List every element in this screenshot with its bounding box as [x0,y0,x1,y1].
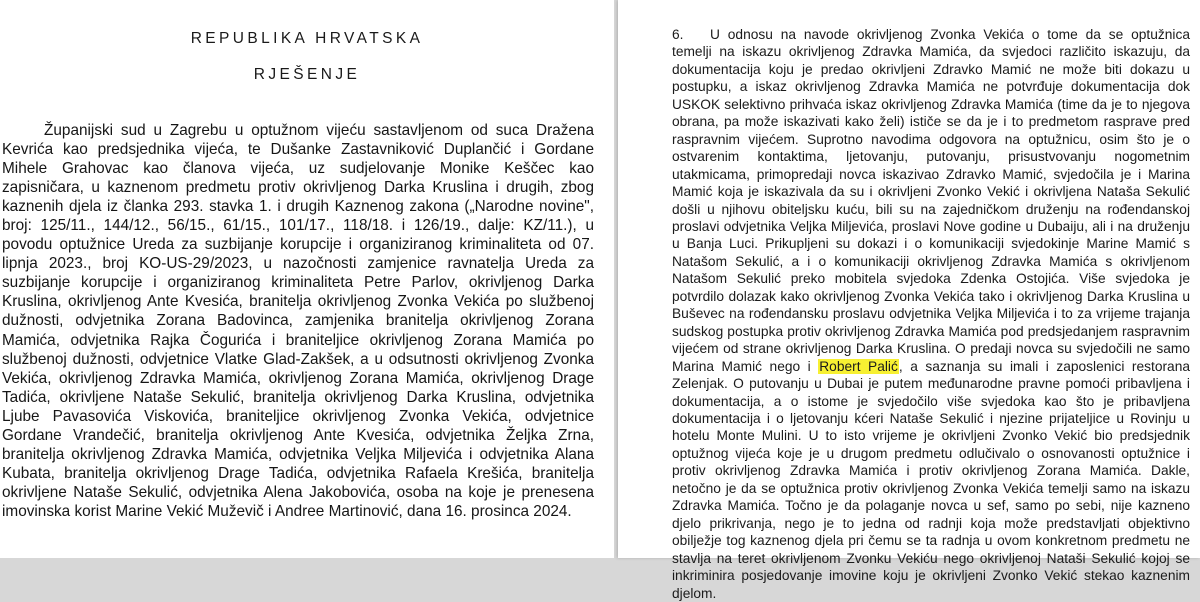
text-line: Ljube Pavasovića Viskovića, braniteljice okrivljenog Zvonka Vekića, odvjetnice [2,407,594,425]
text-line: dokumentacija koju je predao okrivljeni Zdravko Mamić ne može biti dokazu u [672,61,1190,77]
text-line: okrivljene Nataše Sekulić, odvjetnika Alena Jakobovića, osoba na koje je prenesena [2,483,594,501]
text-line: optužnog vijeća koje je u drugom predmetu odlučivalo o osnovanosti optužnice i [672,445,1190,461]
text-line: vijećem od strane okrivljenog Darka Kruslina. O predaji novca su svjedočili ne samo [672,341,1190,357]
text-line: netočno je da se optužnica protiv okrivljenog Zvonka Vekića temelji samo na iskazu [672,480,1190,496]
text-line: obrana, pa može iskazivati kako želi) ističe se da je i to predmetom rasprave pred [672,114,1190,130]
document-page-left [0,0,614,558]
text-line: temelji na iskazu okrivljenog Zdravka Mamića, da svjedoci različito iskazuju, da [672,44,1190,60]
text-line: Vekića, okrivljenog Zdravka Mamića, okrivljenog Zorana Mamića, okrivljenog Drage [2,369,594,387]
text-line: Mihele Grahovac kao članova vijeća, uz sudjelovanje Monike Keščec kao [2,160,594,178]
document-title: REPUBLIKA HRVATSKA [190,30,424,47]
text-line: Mamić koja je iskazivala da su i okrivljeni Zvonko Vekić i okrivljena Nataša Sekulić [672,184,1190,200]
text-line: postupku, a iskaz okrivljenog Zdravka Mamića ne potvrđuje dokumentacija dok [672,79,1190,95]
text-line: Buševec na rođendansku proslavu odvjetnika Veljka Miljevića i to za vrijeme trajanja [672,306,1190,322]
text-line: sudskog postupka protiv okrivljenog Zdravka Mamića pod predsjedanjem raspravnim [672,323,1190,339]
text-line: hotelu Monte Mulini. U to isto vrijeme je okrivljeni Zvonko Vekić bio predsjednik [672,428,1190,444]
text-line: utakmicama, primopredaji novca iskazivao Zdravko Mamić, svjedočila je i Marina [672,166,1190,182]
text-line: dužnosti, odvjetnika Zorana Badovinca, zamjenika branitelja okrivljenog Zorana [2,312,594,330]
text-line: Kubata, branitelja okrivljenog Drage Tadića, odvjetnika Rafaela Krešića, branitelja [2,464,594,482]
document-page-right [618,0,1200,601]
text-line: USKOK selektivno prihvaća iskaz okrivljenog Zdravka Mamića (time da je to njegova [672,96,1190,112]
text-line: Županijski sud u Zagrebu u optužnom vijeću sastavljenom od suca Dražena [44,122,594,139]
text-line: broj: 125/11., 144/12., 56/15., 61/15., 101/17., 118/18. i 126/19., dalje: KZ/11.), u [2,217,594,235]
text-line: Mamića, odvjetnika Rajka Čogurića i braniteljice okrivljenog Zorana Mamića po [2,331,594,349]
text-line: Tadića, okrivljene Nataše Sekulić, branitelja okrivljenog Darka Kruslina, odvjetnika [2,388,594,406]
text-line: branitelja okrivljenog Zdravka Mamića, odvjetnika Veljka Miljevića i odvjetnika Alana [2,445,594,463]
text-line: Natašom Sekulić, a i o komunikaciji okrivljenog Zdravka Mamića s okrivljenom [672,253,1190,269]
text-line: djelom. [672,585,717,601]
text-line: raspravnim vijećem. Suprotno navodima odgovora na optužnicu, osim što je o [672,131,1190,147]
ruling-paragraph [2,121,594,521]
text-line: proslavi odvjetnika Veljka Miljevića, proslavi Nove godine u Dubaiju, ali i na druženju [672,218,1190,234]
text-line: kaznenih djela iz članka 293. stavka 1. i drugih Kaznenog zakona („Narodne novine", [2,198,594,216]
text-line: zapisničara, u kaznenom predmetu protiv okrivljenog Darka Kruslina i drugih, zbog [2,179,594,197]
paragraph-number: 6. [672,27,684,42]
text-line: Zdravka Mamića. Točno je da polaganje novca u sef, samo po sebi, nije kazneno [672,498,1190,514]
text-line: obilježje tog kaznenog djela pri čemu se ta radnja u ovom konkretnom predmetu ne [672,533,1190,549]
text-line: povodu optužnice Ureda za suzbijanje korupcije i organiziranog kriminaliteta od 07. [2,236,594,254]
text-line: lipnja 2023., broj KO-US-29/2023, u nazočnosti zamjenice ravnatelja Ureda za [2,255,594,273]
text-line: imovinska korist Marine Vekić Muževič i Andree Martinović, dana 16. prosinca 2024. [2,502,572,520]
text-line: ostvarenim kontaktima, ljetovanju, putovanju, prisustvovanju nogometnim [672,149,1190,165]
document-subtitle: RJEŠENJE [253,66,361,83]
text-line: Zelenjak. O putovanju u Dubai je putem međunarodne pravne pomoći pribavljena i [672,376,1190,392]
text-line: Kruslina, okrivljenog Ante Kvesića, branitelja okrivljenog Zvonka Vekića po službenoj [2,293,594,311]
text-line: stavlja na teret okrivljenom Zvonku Vekiću nego okrivljenoj Nataši Sekulić kojoj se [672,550,1190,566]
text-line: potvrdilo dolazak kako okrivljenog Zvonka Vekića tako i okrivljenog Darka Kruslina u [672,288,1190,304]
text-line: inkriminira posjedovanje imovine koju je okrivljeni Zvonko Vekić stekao kaznenim [672,568,1190,584]
text-line: suzbijanje korupcije i organiziranog kriminaliteta Petre Parlov, okrivljenog Darka [2,274,594,292]
text-line: Gordane Vrandečić, branitelja okrivljenog Ante Kvesića, odvjetnika Željka Zrna, [2,426,594,444]
text-line: dokumentacija i o ljetovanju kćeri Nataše Sekulić i njezine prijateljice u Rovinju u [672,410,1190,426]
text-line: došli u njihovu obiteljsku kuću, bili su na zajedničkom druženju na rođendanskoj [672,201,1190,217]
text-line: službenoj dužnosti, odvjetnice Vlatke Glad-Zakšek, a u odsutnosti okrivljenog Zvonka [2,350,594,368]
text-line: Kevrića kao predsjednika vijeća, te Dušanke Zastavniković Duplančić i Gordane [2,141,594,159]
text-line: Natašom Sekulić preko mobitela svjedoka Zdenka Ostojića. Više svjedoka je [672,271,1190,287]
text-line: protiv okrivljenog Zdravka Mamića i protiv okrivljenog Zorana Mamića. Dakle, [672,463,1190,479]
text-line: djelo prikrivanja, nego je to jedna od radnji koja može predstavljati objektivno [672,515,1190,531]
text-line: u Banja Luci. Prikupljeni su dokazi i o komunikaciji svjedokinje Marine Mamić s [672,236,1190,252]
text-line: 6. U odnosu na navode okrivljenog Zvonka Vekića o tome da se optužnica [672,27,1190,42]
text-line-with-highlight: Marina Mamić nego i Robert Palić, a saznanja su imali i zaposlenici restorana [672,358,1190,374]
paragraph-6 [672,26,1190,602]
text-line: dokumentacija, a o istome je svjedočilo više svjedoka kao što je pribavljena [672,393,1190,409]
highlighted-name: Robert Palić [819,358,898,374]
